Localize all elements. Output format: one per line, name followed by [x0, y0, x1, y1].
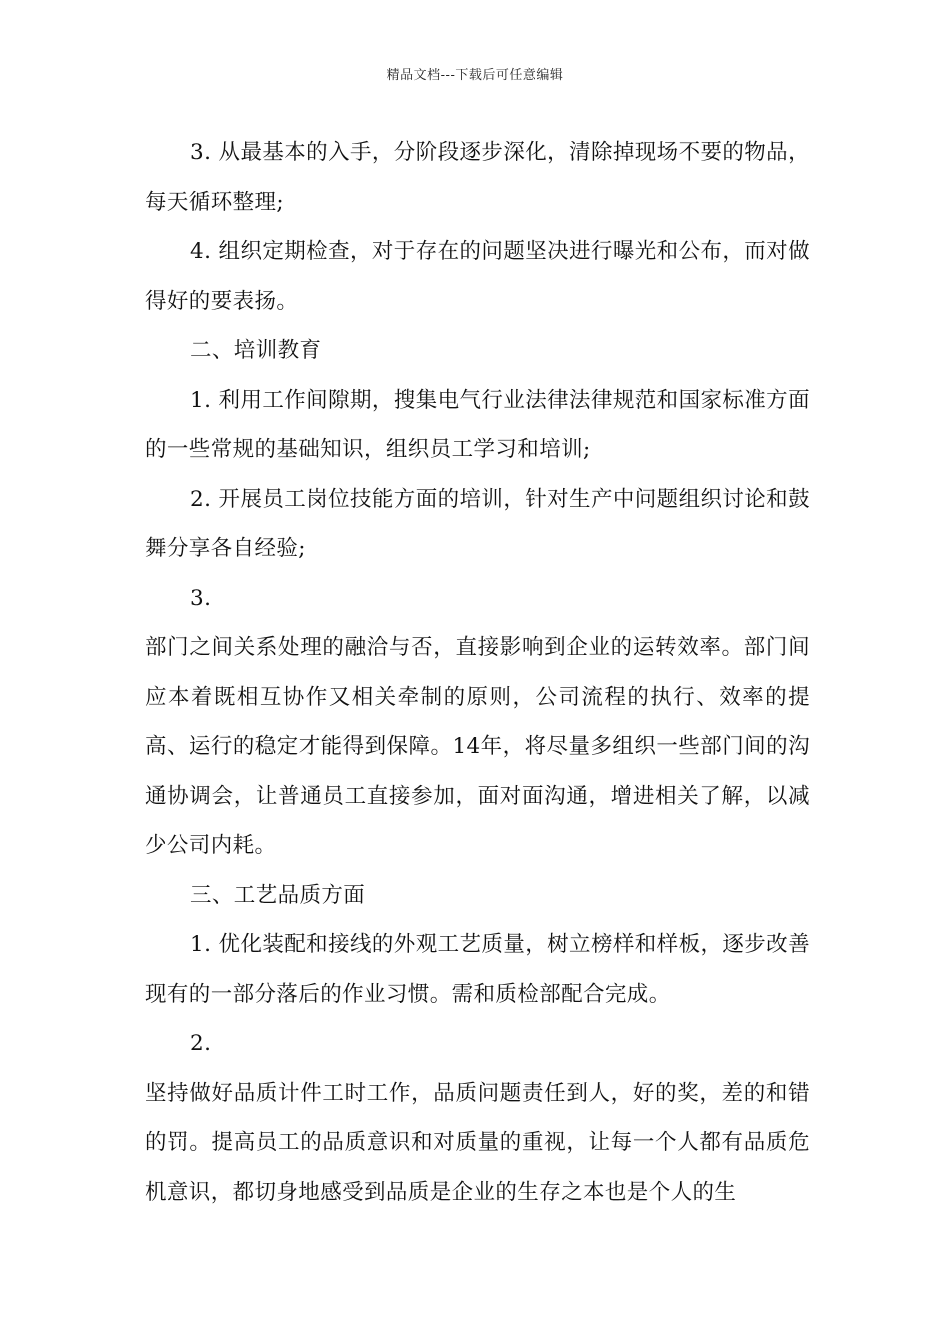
page-header: 精品文档---下载后可任意编辑 — [386, 68, 564, 83]
paragraph-training-item-1: 1. 利用工作间隙期，搜集电气行业法律法律规范和国家标准方面的一些常规的基础知识，组织员工学习和培训; — [145, 387, 810, 462]
paragraph-department-relations: 部门之间关系处理的融洽与否，直接影响到企业的运转效率。部门间应本着既相互协作又相关牵制的原则，公司流程的执行、效率的提高、运行的稳定才能得到保障。14年，将尽量多组织一些部门间的沟通协调会，让普通员工直接参加，面对面沟通，增进相关了解，以减少公司内耗。 — [145, 635, 810, 858]
paragraph-quality-responsibility: 坚持做好品质计件工时工作，品质问题责任到人，好的奖，差的和错的罚。提高员工的品质意识和对质量的重视，让每一个人都有品质危机意识，都切身地感受到品质是企业的生存之本也是个人的生 — [145, 1080, 810, 1205]
paragraph-quality-item-2-number: 2. — [190, 1031, 212, 1056]
paragraph-item-3-cleanup: 3. 从最基本的入手，分阶段逐步深化，清除掉现场不要的物品，每天循环整理; — [145, 140, 810, 215]
paragraph-item-4-inspection: 4. 组织定期检查，对于存在的问题坚决进行曝光和公布，而对做得好的要表扬。 — [145, 239, 810, 314]
section-heading-quality: 三、工艺品质方面 — [190, 882, 366, 908]
paragraph-quality-item-1: 1. 优化装配和接线的外观工艺质量，树立榜样和样板，逐步改善现有的一部分落后的作业习惯。需和质检部配合完成。 — [145, 932, 810, 1007]
document-body — [145, 128, 810, 1217]
paragraph-training-item-3-number: 3. — [190, 585, 212, 611]
section-heading-training: 二、培训教育 — [190, 338, 322, 363]
paragraph-training-item-2: 2. 开展员工岗位技能方面的培训，针对生产中问题组织讨论和鼓舞分享各自经验; — [145, 486, 810, 561]
